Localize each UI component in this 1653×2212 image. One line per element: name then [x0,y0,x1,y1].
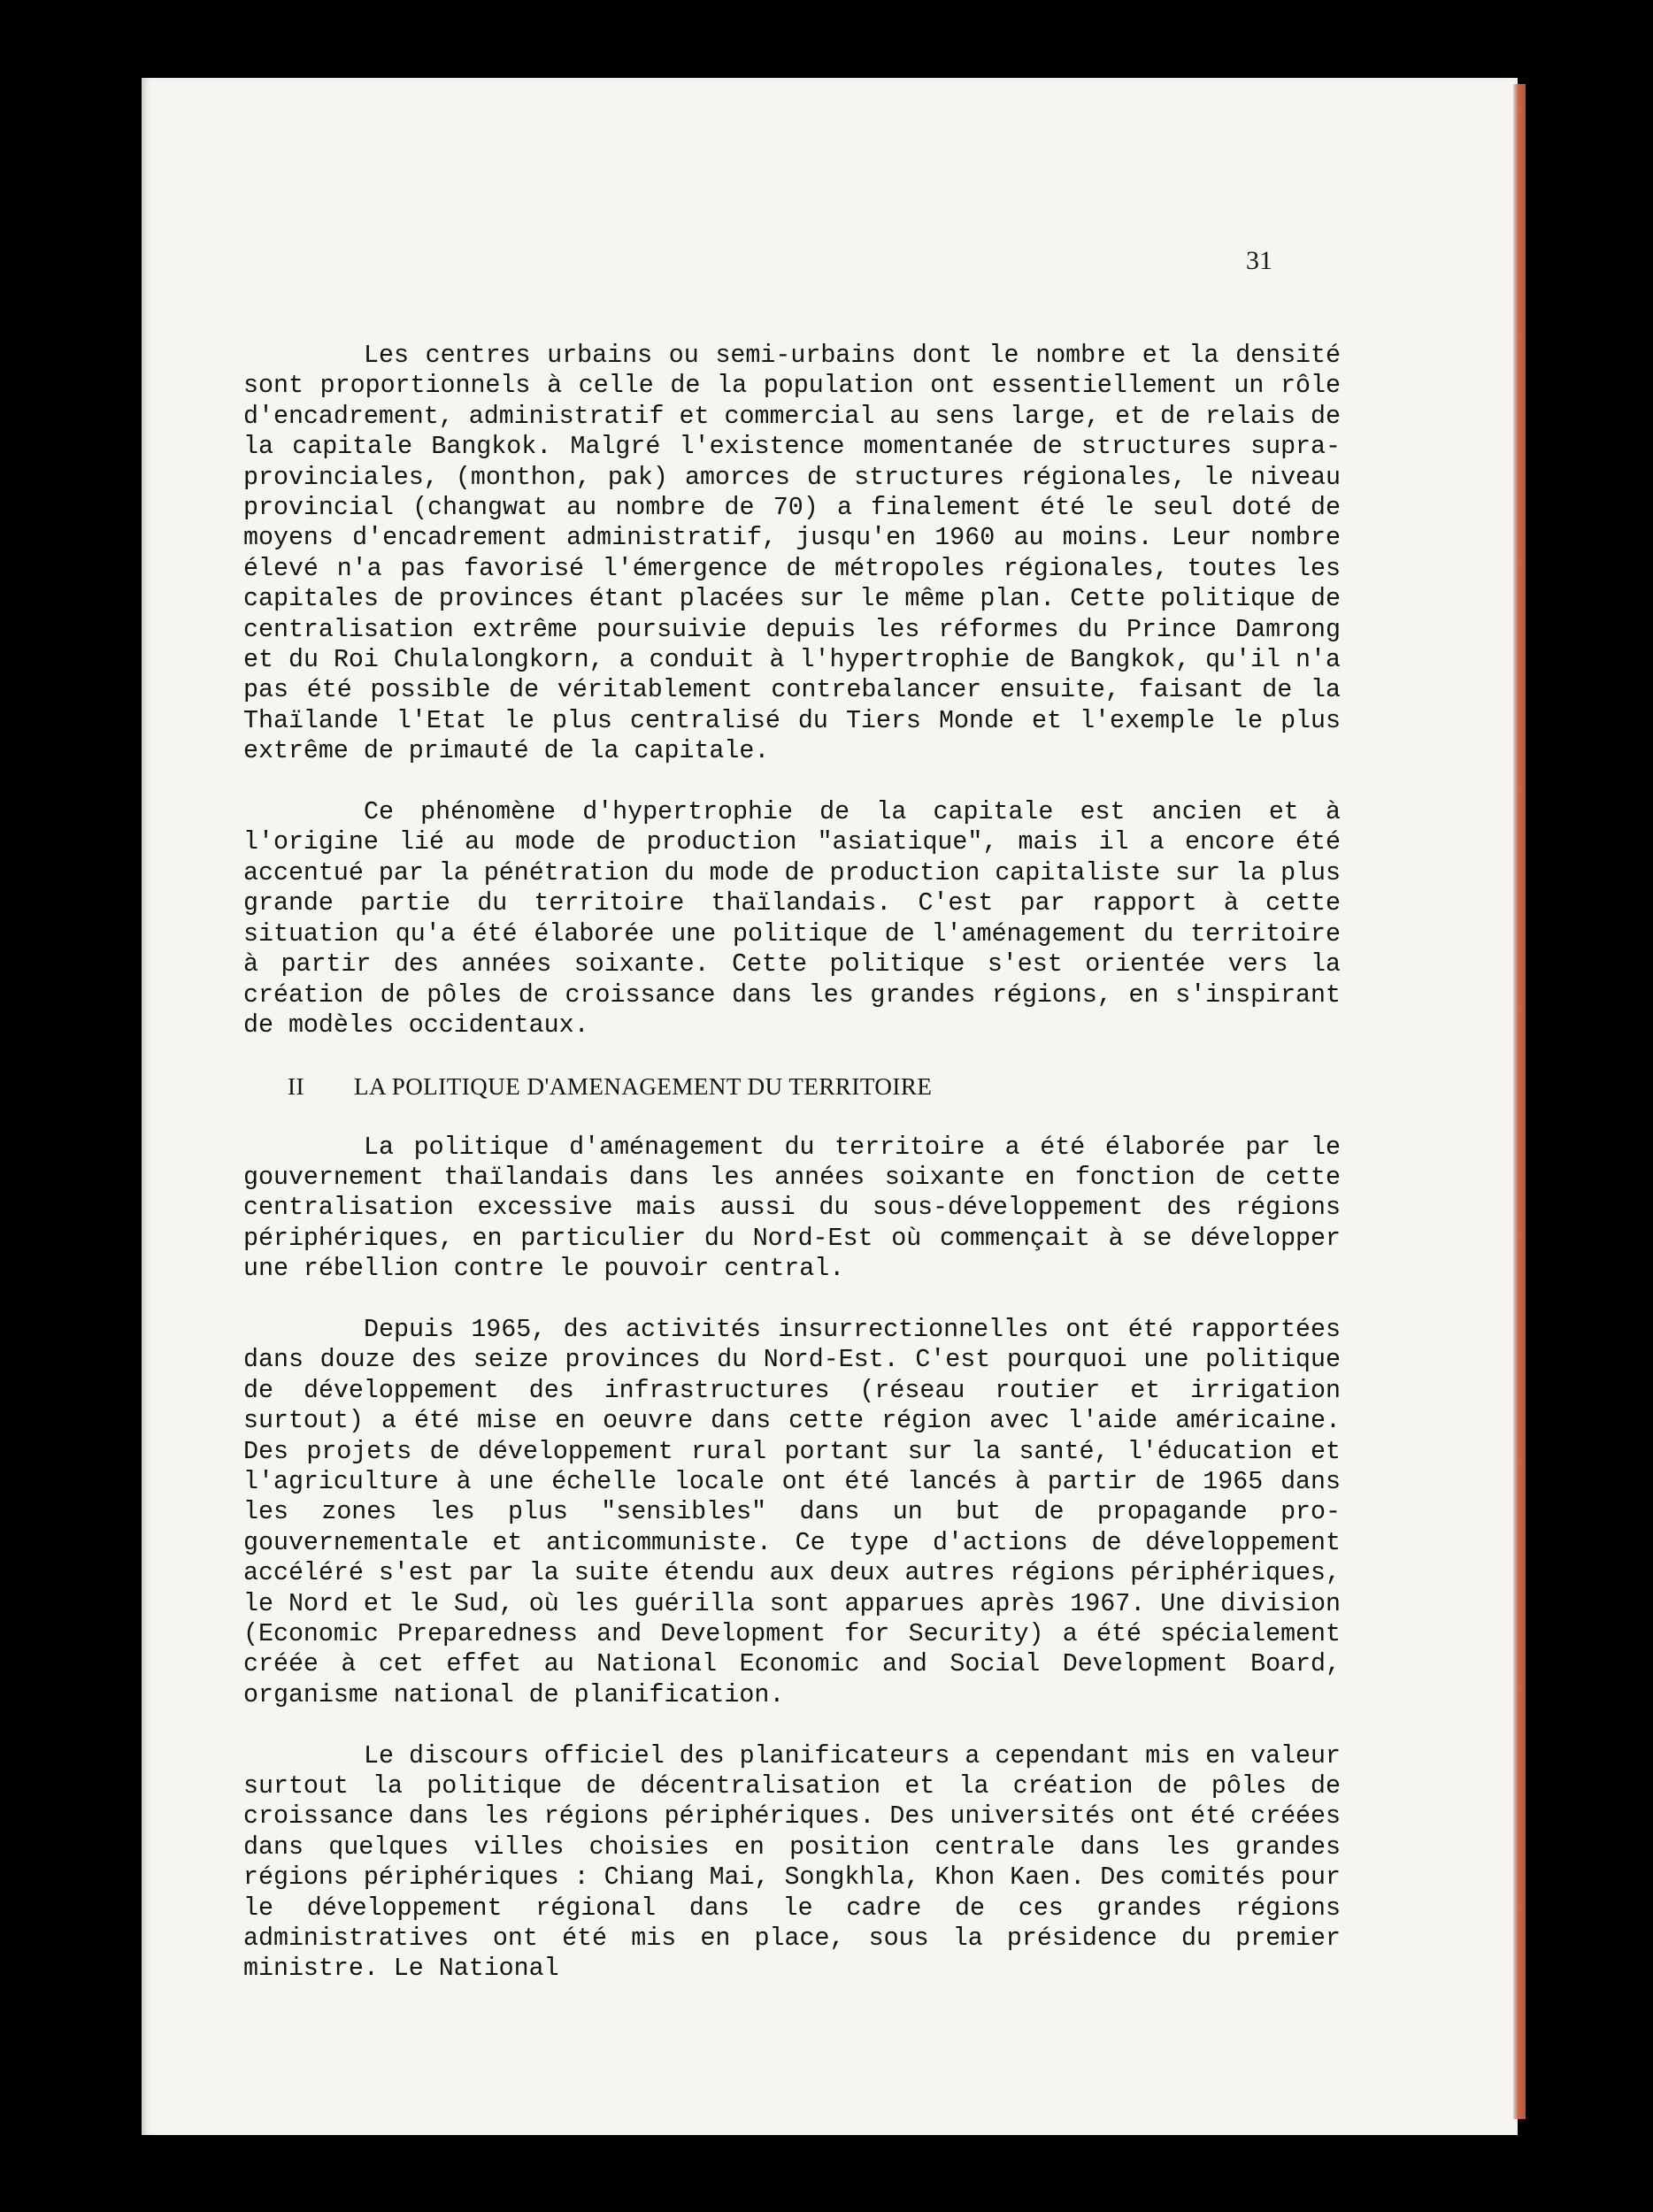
section-number: II [288,1072,304,1100]
body-text [243,341,1341,1985]
section-heading [243,1071,1341,1102]
paragraph-hypertrophy: Ce phénomène d'hypertrophie de la capitale est ancien et à l'origine lié au mode de production "asiatique", mais il a encore été accentué par la pénétration du mode de production capitaliste sur la plus grande partie du territoire thaïlandais. C'est par rapport à cette situation qu'a été élaborée une politique de l'aménagement du territoire à partir des années soixante. Cette politique s'est orientée vers la création de pôles de croissance dans les grandes régions, en s'inspirant de modèles occidentaux. [243,798,1341,1040]
paragraph-insurrection: Depuis 1965, des activités insurrectionnelles ont été rapportées dans douze des seize provinces du Nord-Est. C'est pourquoi une politique de développement des infrastructures (réseau routier et irrigation surtout) a été mise en oeuvre dans cette région avec l'aide américaine. Des projets de développement rural portant sur la santé, l'éducation et l'agriculture à une échelle locale ont été lancés à partir de 1965 dans les zones les plus "sensibles" dans un but de propagande pro-gouvernementale et anticommuniste. Ce type d'actions de développement accéléré s'est par la suite étendu aux deux autres régions périphériques, le Nord et le Sud, où les guérilla sont apparues après 1967. Une division (Economic Preparedness and Development for Security) a été spécialement créée à cet effet au National Economic and Social Development Board, organisme national de planification. [243,1315,1341,1709]
paragraph-policy: La politique d'aménagement du territoire a été élaborée par le gouvernement thaïlandais dans les années soixante en fonction de cette centralisation excessive mais aussi du sous-développement des régions périphériques, en particulier du Nord-Est où commençait à se développer une rébellion contre le pouvoir central. [243,1133,1341,1284]
paragraph-decentralisation: Le discours officiel des planificateurs a cependant mis en valeur surtout la politique de décentralisation et la création de pôles de croissance dans les régions périphériques. Des universités ont été créées dans quelques villes choisies en position centrale dans les grandes régions périphériques : Chiang Mai, Songkhla, Khon Kaen. Des comités pour le développement régional dans le cadre de ces grandes régions administratives ont été mis en place, sous la présidence du premier ministre. Le National [243,1741,1341,1984]
section-title: LA POLITIQUE D'AMENAGEMENT DU TERRITOIRE [354,1072,933,1100]
page-number: 31 [1246,246,1272,275]
paragraph-urban-centres: Les centres urbains ou semi-urbains dont le nombre et la densité sont proportionnels à celle de la population ont essentiellement un rôle d'encadrement, administratif et commercial au sens large, et de relais de la capitale Bangkok. Malgré l'existence momentanée de structures supra-provinciales, (monthon, pak) amorces de structures régionales, le niveau provincial (changwat au nombre de 70) a finalement été le seul doté de moyens d'encadrement administratif, jusqu'en 1960 au moins. Leur nombre élevé n'a pas favorisé l'émergence de métropoles régionales, toutes les capitales de provinces étant placées sur le même plan. Cette politique de centralisation extrême poursuivie depuis les réformes du Prince Damrong et du Roi Chulalongkorn, a conduit à l'hypertrophie de Bangkok, qu'il n'a pas été possible de véritablement contrebalancer ensuite, faisant de la Thaïlande l'Etat le plus centralisé du Tiers Monde et l'exemple le plus extrême de primauté de la capitale. [243,342,1341,766]
page-edge [1513,84,1526,2119]
